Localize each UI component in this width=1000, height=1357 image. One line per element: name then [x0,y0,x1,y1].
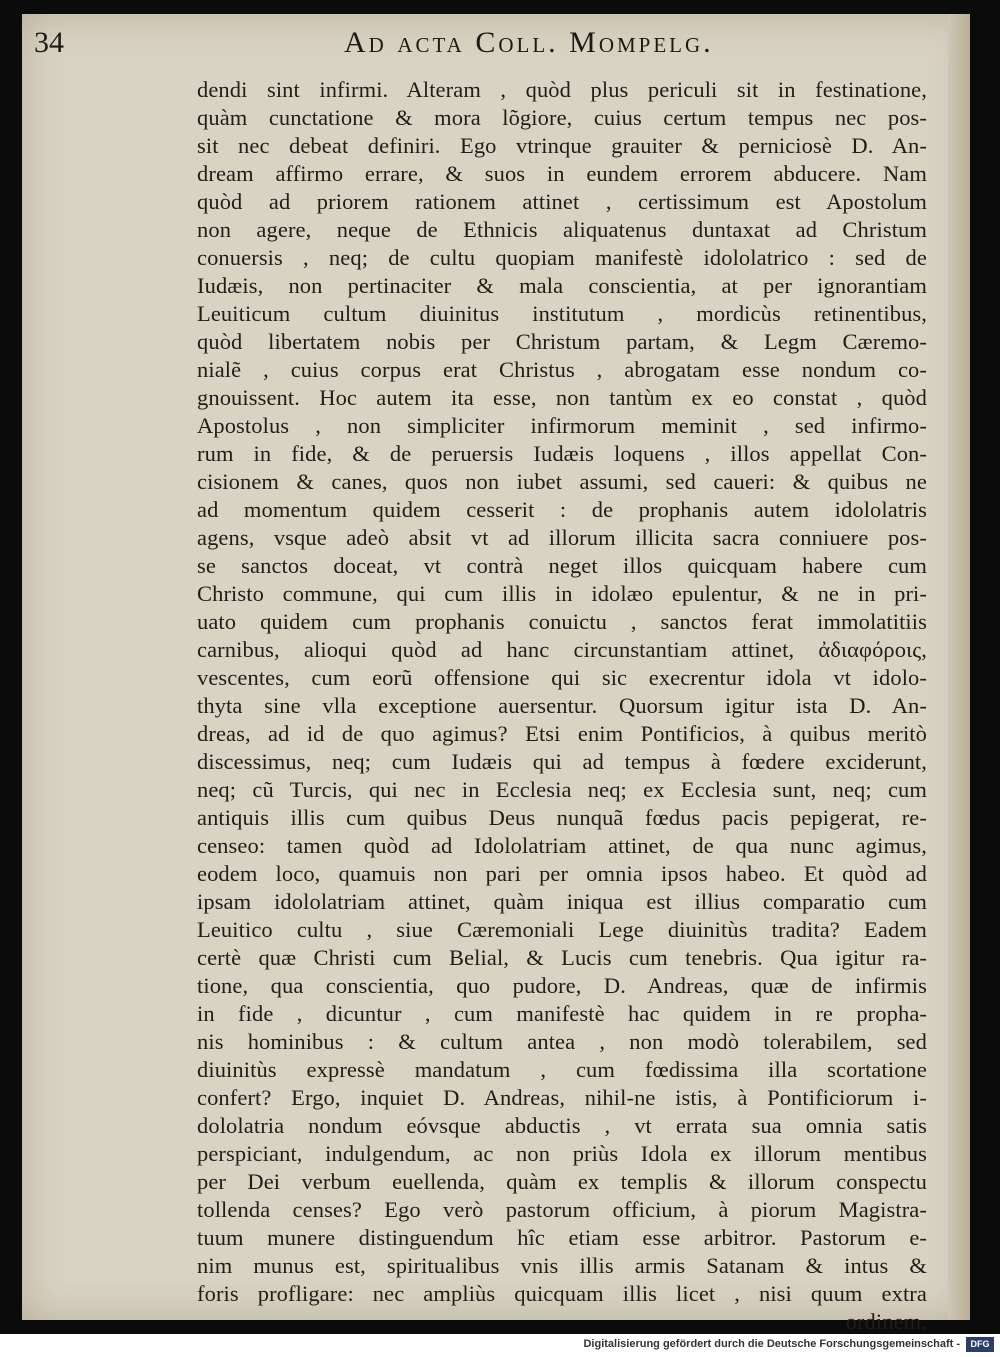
text-line: sit nec debeat definiri. Ego vtrinque grauiter & perniciosè D. An- [197,133,927,158]
text-line: ad momentum quidem cesserit : de prophanis autem idololatris [197,497,927,522]
text-line: antiquis illis cum quibus Deus nunquã fœdus pacis pepigerat, re- [197,805,927,830]
text-line: perspiciant, indulgendum, ac non priùs Idola ex illorum mentibus [197,1141,927,1166]
text-line: Leuiticum cultum diuinitus institutum , mordicùs retinentibus, [197,301,927,326]
text-line: dreas, ad id de quo agimus? Etsi enim Pontificios, à quibus meritò [197,721,927,746]
text-line: nis hominibus : & cultum antea , non modò tolerabilem, sed [197,1029,927,1054]
text-line: quòd libertatem nobis per Christum partam, & Legm Cæremo- [197,329,927,354]
text-line: dream affirmo errare, & suos in eundem errorem abducere. Nam [197,161,927,186]
text-line: quòd ad priorem rationem attinet , certissimum est Apostolum [197,189,927,214]
text-line: diuinitùs expressè mandatum , cum fœdissima illa scortatione [197,1057,927,1082]
running-head [34,26,934,70]
text-line: ipsam idololatriam attinet, quàm iniqua est illius comparatio cum [197,889,927,914]
book-page [22,14,970,1334]
text-line: tollenda censes? Ego verò pastorum officium, à piorum Magistra- [197,1197,927,1222]
text-line: certè quæ Christi cum Belial, & Lucis cum tenebris. Qua igitur ra- [197,945,927,970]
text-line: per Dei verbum euellenda, quàm ex templis & illorum conspectu [197,1169,927,1194]
text-line: thyta sine vlla exceptione auersentur. Quorsum igitur ista D. An- [197,693,927,718]
text-line: gnouissent. Hoc autem ita esse, non tantùm ex eo constat , quòd [197,385,927,410]
text-line: tuum munere distinguendum hîc etiam esse arbitror. Pastorum e- [197,1225,927,1250]
text-line: in fide , dicuntur , cum manifestè hac quidem in re propha- [197,1001,927,1026]
text-line: nim munus est, spiritualibus vnis illis armis Satanam & intus & [197,1253,927,1278]
dfg-logo: DFG [966,1337,994,1352]
text-line: foris profligare: nec ampliùs quicquam illis licet , nisi quum extra [197,1281,927,1306]
text-line: cisionem & canes, quos non iubet assumi, sed caueri: & quibus ne [197,469,927,494]
text-line: ordinem. [845,1309,927,1334]
text-line: se sanctos doceat, vt contrà neget illos quicquam habere cum [197,553,927,578]
text-line: conuersis , neq; de cultu quopiam manifestè idololatrico : sed de [197,245,927,270]
text-line: nialẽ , cuius corpus erat Christus , abrogatam esse nondum co- [197,357,927,382]
text-line: Leuitico cultu , siue Cæremoniali Lege diuinitùs tradita? Eadem [197,917,927,942]
text-line: censeo: tamen quòd ad Idololatriam attinet, de qua nunc agimus, [197,833,927,858]
text-line: Apostolus , non simpliciter infirmorum meminit , sed infirmo- [197,413,927,438]
text-line: dololatria nondum eóvsque abductis , vt errata sua omnia satis [197,1113,927,1138]
running-head-title: Ad acta Coll. Mompelg. [344,26,714,59]
text-line: Christo commune, qui cum illis in idolæo epulentur, & ne in pri- [197,581,927,606]
page-number: 34 [34,26,64,59]
text-line: Iudæis, non pertinaciter & mala conscientia, at per ignorantiam [197,273,927,298]
text-line: non agere, neque de Ethnicis aliquatenus duntaxat ad Christum [197,217,927,242]
body-text [197,76,927,1336]
funding-notice: Digitalisierung gefördert durch die Deutsche Forschungsgemeinschaft - [583,1338,960,1350]
text-line: eodem loco, quamuis non pari per omnia ipsos habeo. Et quòd ad [197,861,927,886]
text-line: vescentes, cum eorũ offensione qui sic execrentur idola vt idolo- [197,665,927,690]
text-line: carnibus, alioqui quòd ad hanc circunstantiam attinet, ἀδιαφόροις, [197,637,927,662]
text-line: agens, vsque adeò absit vt ad illorum illicita sacra conniuere pos- [197,525,927,550]
text-line: discessimus, neq; cum Iudæis qui ad tempus à fœdere exciderunt, [197,749,927,774]
footer-bar [0,1334,1000,1357]
text-line: quàm cunctatione & mora lõgiore, cuius certum tempus nec pos- [197,105,927,130]
text-line: tione, qua conscientia, quo pudore, D. Andreas, quæ de infirmis [197,973,927,998]
text-line: uato quidem cum prophanis conuictu , sanctos ferat immolatitiis [197,609,927,634]
text-line: neq; cũ Turcis, qui nec in Ecclesia neq; ex Ecclesia sunt, neq; cum [197,777,927,802]
page-edge [948,14,970,1320]
text-line: rum in fide, & de peruersis Iudæis loquens , illos appellat Con- [197,441,927,466]
text-line: dendi sint infirmi. Alteram , quòd plus periculi sit in festinatione, [197,77,927,102]
text-line: confert? Ergo, inquiet D. Andreas, nihil-ne istis, à Pontificiorum i- [197,1085,927,1110]
